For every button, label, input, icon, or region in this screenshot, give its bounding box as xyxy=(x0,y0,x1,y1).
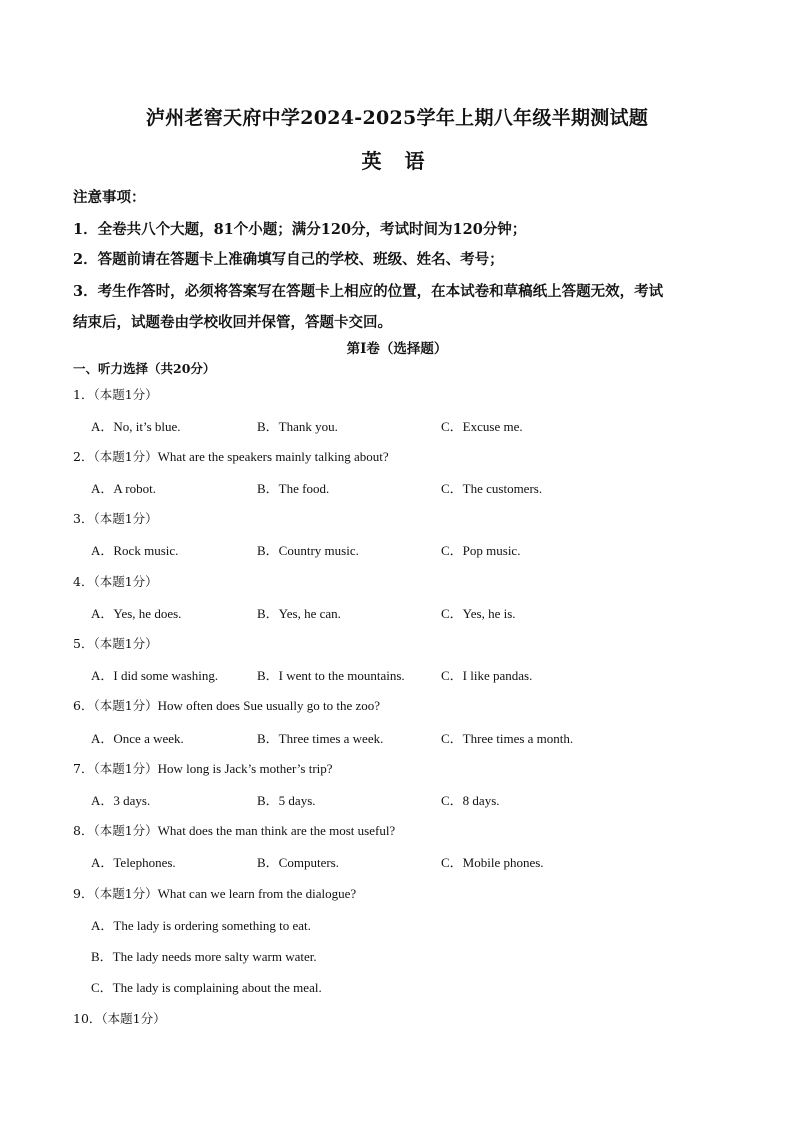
question-score: （本题1分） xyxy=(93,698,158,713)
question-number: 6． xyxy=(73,698,94,713)
question-text: What does the man think are the most useful? xyxy=(157,823,396,838)
note-item-2: 2．答题前请在答题卡上准确填写自己的学校、班级、姓名、考号； xyxy=(73,251,504,268)
note-item-1: 1．全卷共八个大题，81个小题；满分120分，考试时间为120分钟； xyxy=(73,221,527,238)
section-title: 第Ⅰ卷（选择题） xyxy=(346,341,448,357)
note-item-3: 3．考生作答时，必须将答案写在答题卡上相应的位置，在本试卷和草稿纸上答题无效，考试 xyxy=(73,283,664,300)
question-text: What can we learn from the dialogue? xyxy=(157,886,357,901)
option-b: B．5 days. xyxy=(257,793,316,808)
option-a: A．Rock music. xyxy=(91,543,179,558)
question-number: 2． xyxy=(73,449,94,464)
question-number: 7． xyxy=(73,761,94,776)
option-b: B．The food. xyxy=(257,481,330,496)
question-score: （本题1分） xyxy=(93,511,158,526)
question-stem xyxy=(73,509,158,527)
question-score: （本题1分） xyxy=(93,449,158,464)
question-text: How often does Sue usually go to the zoo? xyxy=(157,698,381,713)
question-text: How long is Jack’s mother’s trip? xyxy=(157,761,333,776)
question-stem xyxy=(73,634,158,652)
question-number: 9． xyxy=(73,886,94,901)
question-score: （本题1分） xyxy=(93,761,158,776)
option-a: A．The lady is ordering something to eat. xyxy=(91,918,311,933)
question-score: （本题1分） xyxy=(93,886,158,901)
option-c: C．Pop music. xyxy=(441,543,521,558)
option-a: A．I did some washing. xyxy=(91,668,219,683)
option-b: B．Three times a week. xyxy=(257,731,384,746)
question-stem xyxy=(73,884,356,902)
option-a: A．3 days. xyxy=(91,793,151,808)
question-number: 1． xyxy=(73,387,94,402)
question-stem xyxy=(73,1009,166,1027)
option-c: C．Yes, he is. xyxy=(441,606,516,621)
option-c: C．Mobile phones. xyxy=(441,855,544,870)
option-c: C．The customers. xyxy=(441,481,543,496)
question-stem xyxy=(73,447,389,465)
option-c: C．8 days. xyxy=(441,793,500,808)
question-score: （本题1分） xyxy=(93,823,158,838)
subject-title: 英 语 xyxy=(361,149,433,173)
question-number: 8． xyxy=(73,823,94,838)
option-a: A．Telephones. xyxy=(91,855,176,870)
option-b: B．Thank you. xyxy=(257,419,338,434)
notes-heading: 注意事项： xyxy=(73,189,146,206)
question-stem xyxy=(73,821,395,839)
note-item-3-continued: 结束后，试题卷由学校收回并保管，答题卡交回。 xyxy=(73,314,392,331)
question-stem xyxy=(73,572,158,590)
question-score: （本题1分） xyxy=(93,574,158,589)
option-a: A．A robot. xyxy=(91,481,157,496)
option-a: A．No, it’s blue. xyxy=(91,419,181,434)
option-a: A．Once a week. xyxy=(91,731,184,746)
question-number: 4． xyxy=(73,574,94,589)
option-c: C．Excuse me. xyxy=(441,419,523,434)
question-stem xyxy=(73,696,380,714)
option-b: B．Country music. xyxy=(257,543,359,558)
question-score: （本题1分） xyxy=(93,636,158,651)
option-b: B．Computers. xyxy=(257,855,339,870)
exam-title: 泸州老窖天府中学2024-2025学年上期八年级半期测试题 xyxy=(145,107,649,129)
option-b: B．I went to the mountains. xyxy=(257,668,405,683)
question-stem xyxy=(73,385,158,403)
question-text: What are the speakers mainly talking about? xyxy=(157,449,389,464)
option-c: C．Three times a month. xyxy=(441,731,574,746)
question-number: 10． xyxy=(73,1011,102,1026)
option-b: B．Yes, he can. xyxy=(257,606,341,621)
question-number: 5． xyxy=(73,636,94,651)
question-stem xyxy=(73,759,333,777)
option-c: C．I like pandas. xyxy=(441,668,533,683)
option-a: A．Yes, he does. xyxy=(91,606,182,621)
part-title: 一、听力选择（共20分） xyxy=(73,361,216,376)
question-number: 3． xyxy=(73,511,94,526)
question-score: （本题1分） xyxy=(93,387,158,402)
option-c: C．The lady is complaining about the meal. xyxy=(91,980,322,995)
option-b: B．The lady needs more salty warm water. xyxy=(91,949,317,964)
question-score: （本题1分） xyxy=(101,1011,166,1026)
